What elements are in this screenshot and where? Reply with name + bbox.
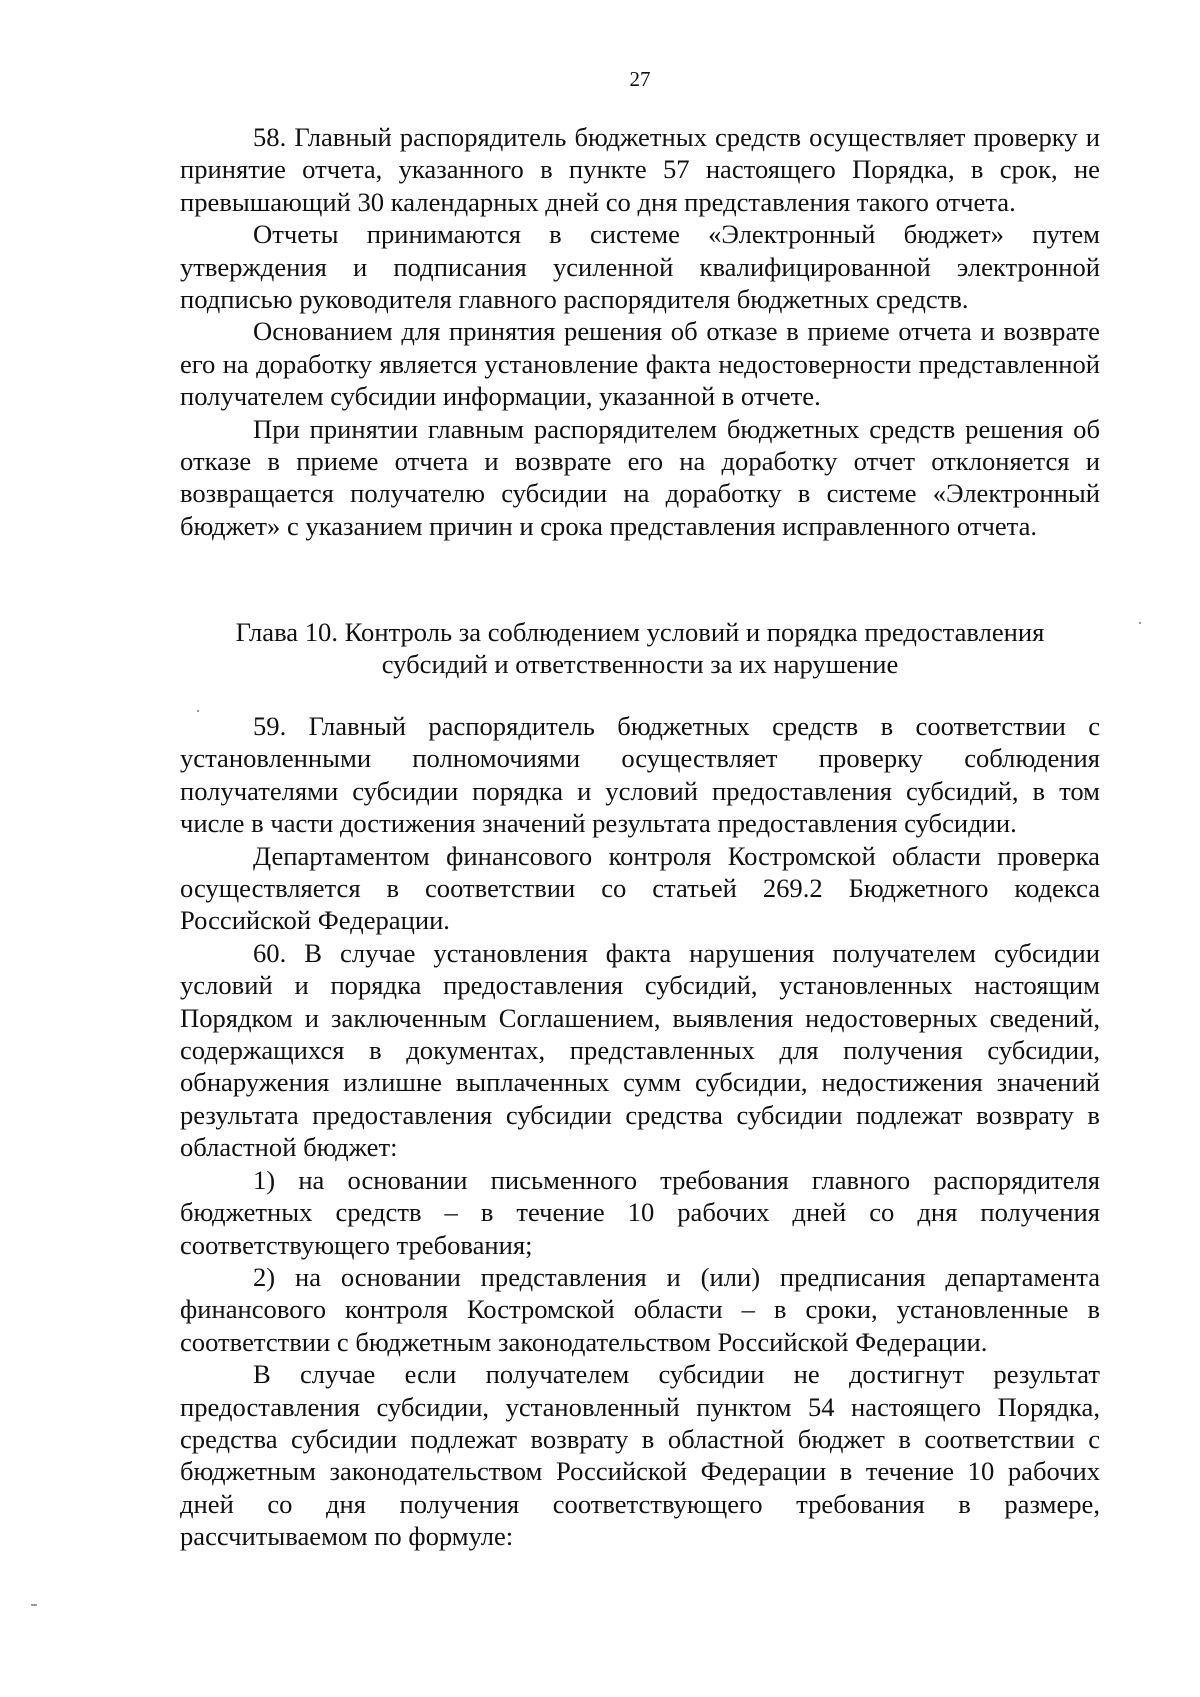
scan-speck (31, 1604, 37, 1606)
paragraph-60: 60. В случае установления факта нарушения получателем субсидии условий и порядка предоставления субсидий, установленных настоящим Порядком и заключенным Соглашением, выявления недостоверных сведений, содержащихся в документах, представленных для получения субсидии, обнаружения излишне выплаченных сумм субсидии, недостижения значений результата предоставления субсидии средства субсидии подлежат возврату в областной бюджет: (180, 937, 1100, 1163)
scan-speck (1139, 622, 1141, 624)
section-control (180, 710, 1100, 1553)
page-number: 27 (629, 67, 651, 91)
scan-speck (197, 710, 199, 712)
chapter-heading-line-1: Глава 10. Контроль за соблюдением условий и порядка предоставления (235, 617, 1045, 647)
paragraph-59: 59. Главный распорядитель бюджетных средств в соответствии с установленными полномочиями осуществляет проверку соблюдения получателями субсидии порядка и условий предоставления субсидий, в том числе в части достижения значений результата предоставления субсидии. (180, 711, 1100, 839)
chapter-heading-line-2: субсидий и ответственности за их нарушение (381, 649, 899, 680)
paragraph-60-item-2: 2) на основании представления и (или) предписания департамента финансового контроля Костромской области – в сроки, установленные в соответствии с бюджетным законодательством Российской Федерации. (180, 1261, 1100, 1357)
chapter-heading (150, 616, 1130, 681)
paragraph-financial-control: Департаментом финансового контроля Костромской области проверка осуществляется в соответствии со статьей 269.2 Бюджетного кодекса Российской Федерации. (180, 840, 1100, 936)
paragraph-refusal-grounds: Основанием для принятия решения об отказе в приеме отчета и возврате его на доработку является установление факта недостоверности представленной получателем субсидии информации, указанной в отчете. (180, 316, 1100, 412)
paragraph-60-item-1: 1) на основании письменного требования главного распорядителя бюджетных средств – в течение 10 рабочих дней со дня получения соответствующего требования; (180, 1164, 1100, 1260)
paragraph-report-rejection: При принятии главным распорядителем бюджетных средств решения об отказе в приеме отчета и возврате его на доработку отчет отклоняется и возвращается получателю субсидии на доработку в системе «Электронный бюджет» с указанием причин и срока представления исправленного отчета. (180, 413, 1100, 541)
paragraph-reports-accepted: Отчеты принимаются в системе «Электронный бюджет» путем утверждения и подписания усиленной квалифицированной электронной подписью руководителя главного распорядителя бюджетных средств. (180, 219, 1100, 315)
section-reporting (180, 121, 1100, 542)
paragraph-58: 58. Главный распорядитель бюджетных средств осуществляет проверку и принятие отчета, указанного в пункте 57 настоящего Порядка, в срок, не превышающий 30 календарных дней со дня представления такого отчета. (180, 122, 1100, 217)
paragraph-result-not-achieved: В случае если получателем субсидии не достигнут результат предоставления субсидии, установленный пунктом 54 настоящего Порядка, средства субсидии подлежат возврату в областной бюджет в соответствии с бюджетным законодательством Российской Федерации в течение 10 рабочих дней со дня получения соответствующего требования в размере, рассчитываемом по формуле: (180, 1359, 1100, 1552)
